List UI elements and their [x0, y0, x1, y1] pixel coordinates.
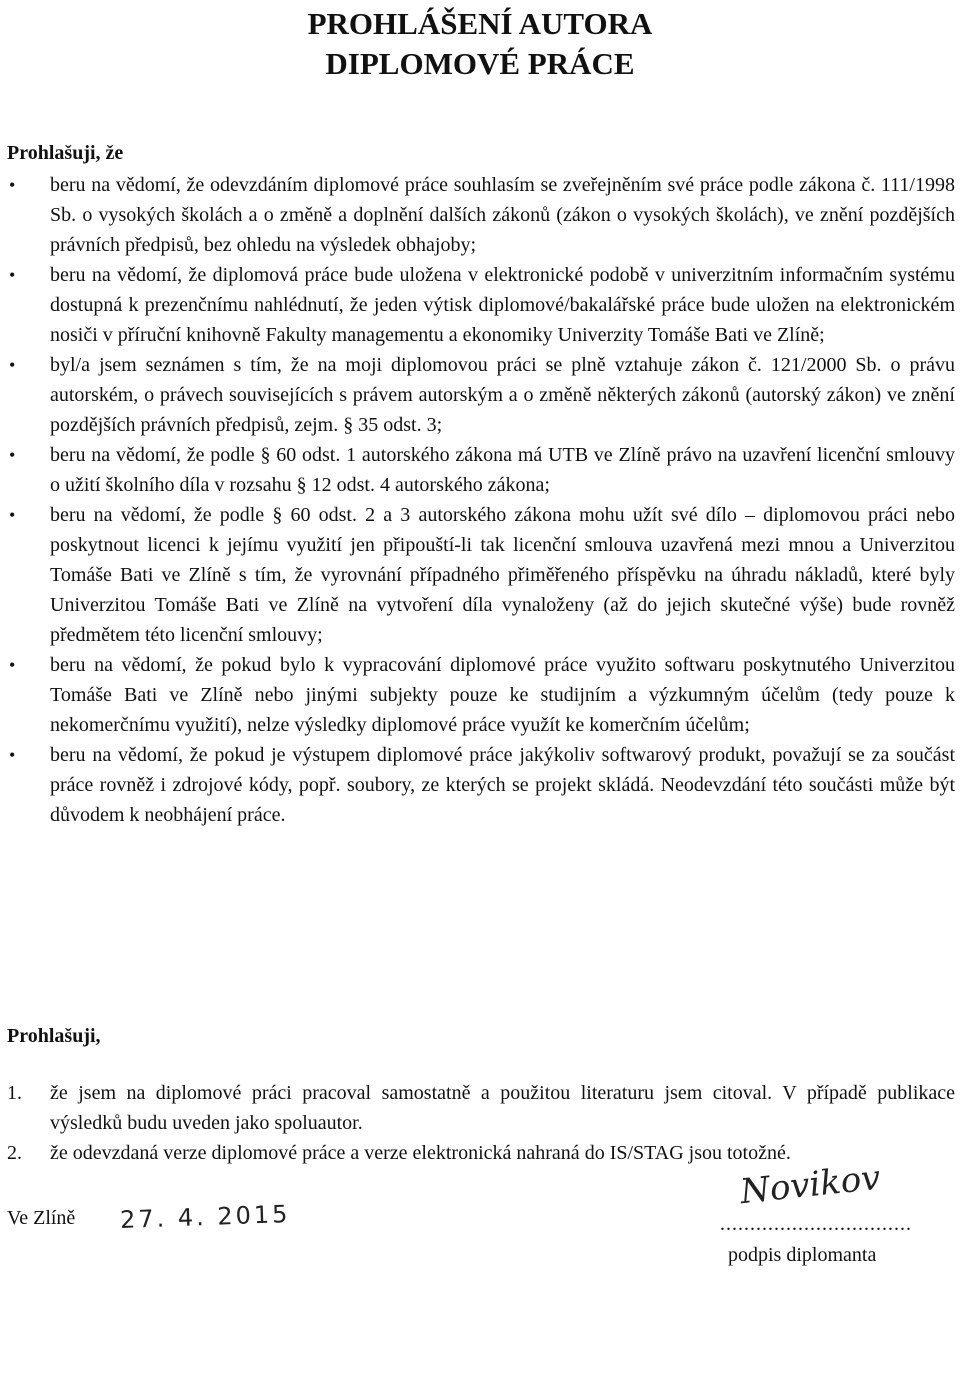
bullet-marker: •: [9, 655, 16, 675]
bullet-marker: •: [9, 745, 16, 765]
list-item-text: beru na vědomí, že podle § 60 odst. 1 autorského zákona má UTB ve Zlíně právo na uzavření licenční smlouvy o užití školního díla v rozsahu § 12 odst. 4 autorského zákona;: [50, 444, 955, 496]
page-title-line2: DIPLOMOVÉ PRÁCE: [325, 46, 635, 81]
list-item-text: beru na vědomí, že diplomová práce bude uložena v elektronické podobě v univerzitním informačním systému dostupná k prezenčnímu nahlédnutí, že jeden výtisk diplomové/bakalářské práce bude uložen na elektronickém nosiči v příruční knihovně Fakulty managementu a ekonomiky Univerzity Tomáše Bati ve Zlíně;: [50, 264, 955, 346]
list-item-text: byl/a jsem seznámen s tím, že na moji diplomovou práci se plně vztahuje zákon č. 121/2000 Sb. o právu autorském, o právech souvisejících s právem autorským a o změně některých zákonů (autorský zákon) ve znění pozdějších právních předpisů, zejm. § 35 odst. 3;: [50, 354, 955, 436]
list-item: [0, 350, 960, 440]
list-item-text: beru na vědomí, že odevzdáním diplomové práce souhlasím se zveřejněním své práce podle zákona č. 111/1998 Sb. o vysokých školách a o změně a doplnění dalších zákonů (zákon o vysokých školách), ve znění pozdějších právních předpisů, bez ohledu na výsledek obhajoby;: [50, 174, 955, 256]
list-item: [0, 170, 960, 260]
number-marker: 1.: [7, 1082, 22, 1104]
signature-line: ................................: [720, 1213, 912, 1235]
page-title-line1: PROHLÁŠENÍ AUTORA: [307, 6, 653, 41]
numbered-item-text: že jsem na diplomové práci pracoval samostatně a použitou literaturu jsem citoval. V případě publikace výsledků budu uveden jako spoluautor.: [50, 1082, 955, 1134]
declaration-bullet-list: [0, 170, 960, 830]
section1-heading: Prohlašuji, že: [7, 142, 124, 164]
handwritten-signature: Novikov: [738, 1157, 883, 1213]
list-item-text: beru na vědomí, že pokud bylo k vypracování diplomové práce využito softwaru poskytnutého Univerzitou Tomáše Bati ve Zlíně nebo jinými subjekty pouze ke studijním a výzkumným účelům (tedy pouze k nekomerčnímu využití), nelze výsledky diplomové práce využít ke komerčním účelům;: [50, 654, 955, 736]
bullet-marker: •: [9, 175, 16, 195]
list-item-text: beru na vědomí, že podle § 60 odst. 2 a 3 autorského zákona mohu užít své dílo – diplomovou práci nebo poskytnout licenci k jejímu využití jen připouští-li tak licenční smlouva uzavřená mezi mnou a Univerzitou Tomáše Bati ve Zlíně s tím, že vyrovnání případného přiměřeného příspěvku na úhradu nákladů, které byly Univerzitou Tomáše Bati ve Zlíně na vytvoření díla vynaloženy (až do jejich skutečné výše) bude rovněž předmětem této licenční smlouvy;: [50, 504, 955, 646]
declaration-numbered-list: [0, 1078, 960, 1168]
list-item: [0, 650, 960, 740]
handwritten-date: 27. 4. 2015: [119, 1200, 291, 1234]
list-item-text: beru na vědomí, že pokud je výstupem diplomové práce jakýkoliv softwarový produkt, považují se za součást práce rovněž i zdrojové kódy, popř. soubory, ze kterých se projekt skládá. Neodevzdání této součásti může být důvodem k neobhájení práce.: [50, 744, 955, 826]
list-item: [0, 500, 960, 650]
bullet-marker: •: [9, 445, 16, 465]
bullet-marker: •: [9, 355, 16, 375]
section2-heading: Prohlašuji,: [7, 1025, 101, 1047]
list-item: [0, 740, 960, 830]
signature-caption: podpis diplomanta: [728, 1244, 877, 1266]
list-item: [0, 440, 960, 500]
place-label: Ve Zlíně: [7, 1207, 76, 1229]
bullet-marker: •: [9, 265, 16, 285]
numbered-item-text: že odevzdaná verze diplomové práce a verze elektronická nahraná do IS/STAG jsou totožné.: [50, 1142, 791, 1164]
number-marker: 2.: [7, 1142, 22, 1164]
bullet-marker: •: [9, 505, 16, 525]
list-item: [0, 260, 960, 350]
numbered-item: [0, 1078, 960, 1138]
